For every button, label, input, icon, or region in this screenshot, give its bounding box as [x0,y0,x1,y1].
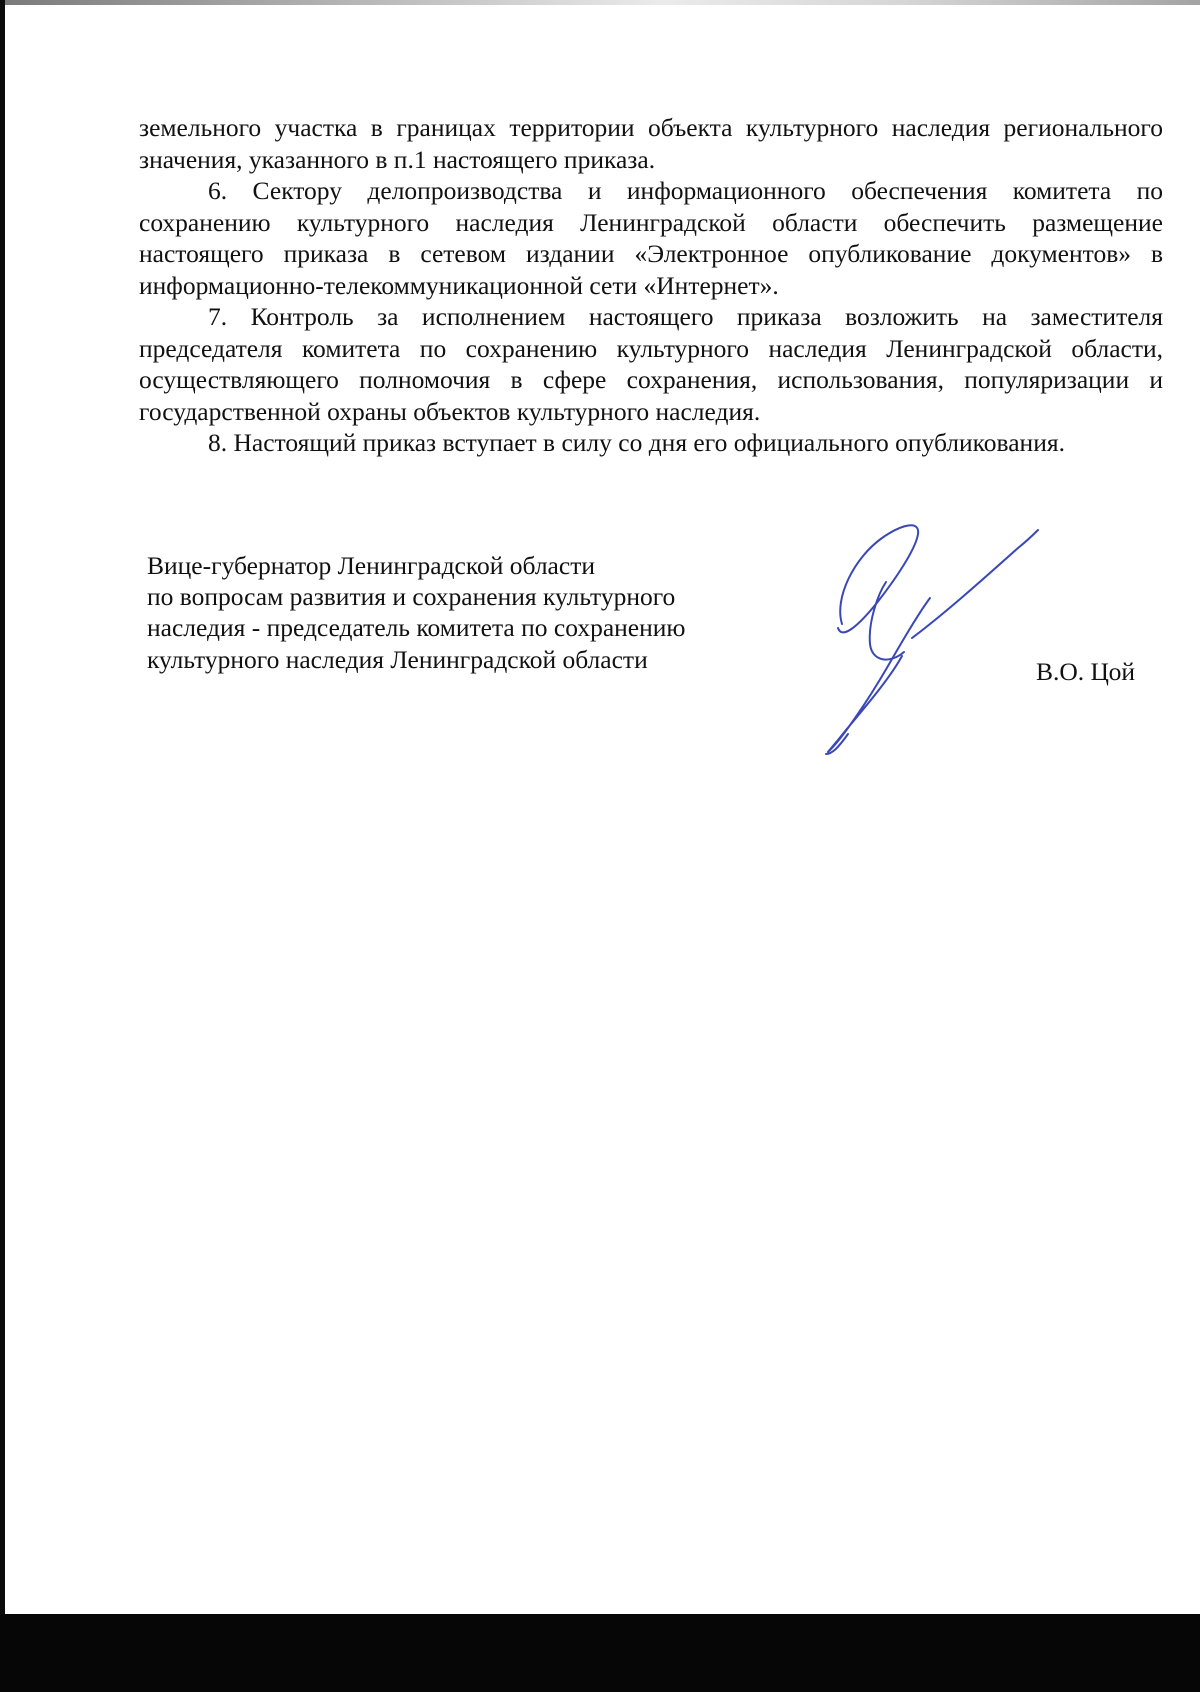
signer-name: В.О. Цой [1036,657,1136,686]
paragraph-item-8: 8. Настоящий приказ вступает в силу со дня его официального опубликования. [208,428,1065,457]
signer-title-line: Вице-губернатор Ленинградской области [147,551,595,580]
signer-title-line: по вопросам развития и сохранения культурного [147,582,676,612]
paragraph-item-7: 7. Контроль за исполнением настоящего приказа возложить на заместителя председателя комитета по сохранению культурного наследия Ленинградской области, осуществляющего полномочия в сфере сохранения, использования, популяризации и государственной охраны объектов культурного наследия. [139,302,1163,426]
signer-title-line: культурного наследия Ленинградской области [147,644,648,674]
document-body [139,112,1163,459]
paragraph-continuation: земельного участка в границах территории объекта культурного наследия регионального значения, указанного в п.1 настоящего приказа. [139,113,1163,174]
scan-left-edge [0,0,5,1692]
paragraph-item-6: 6. Сектору делопроизводства и информационного обеспечения комитета по сохранению культурного наследия Ленинградской области обеспечить размещение настоящего приказа в сетевом издании «Электронное опубликование документов» в информационно-телекоммуникационной сети «Интернет». [139,176,1163,300]
handwritten-signature [820,518,1070,758]
scan-bottom-edge [0,1614,1200,1692]
signer-title-block [147,550,685,675]
signature-strokes [826,525,1038,754]
scan-top-edge [5,0,1200,5]
signer-title-line: наследия - председатель комитета по сохранению [147,613,686,643]
